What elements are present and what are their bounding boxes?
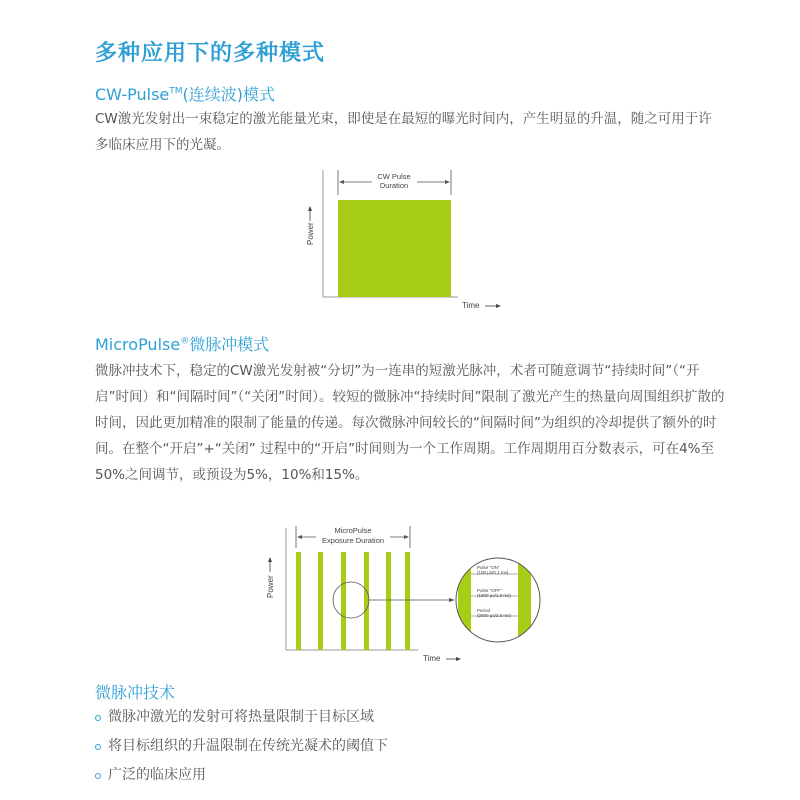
mp-pulse-bar [405, 552, 410, 650]
tech-bullet-list [95, 703, 388, 790]
mp-zoom-pulse-right [518, 560, 531, 650]
micropulse-paragraph: 微脉冲技术下，稳定的CW激光发射被“分切”为一连串的短激光脉冲，术者可随意调节“持续时间”（“开启”时间）和“间隔时间”（“关闭”时间）。较短的微脉冲“持续时间”限制了激光产生的热量向周围组织扩散的时间，因此更加精准的限制了能量的传递。每次微脉冲间较长的“间隔时间”为组织的冷却提供了额外的时间。在整个“开启”+“关闭” 过程中的“开启”时间则为一个工作周期。工作周期用百分数表示，可在4%至50%之间调节，或预设为5%，10%和15%。 [95, 363, 725, 483]
mp-magnify-circle [333, 582, 369, 618]
mp-zoom-period-label-2: (2000 μs/2.0 ms) [477, 613, 511, 618]
mp-pulse-bar [341, 552, 346, 650]
list-item [95, 732, 388, 761]
tech-heading: 微脉冲技术 [95, 683, 176, 702]
micropulse-diagram [258, 520, 553, 670]
micropulse-heading [95, 332, 269, 355]
cw-x-axis-label: Time [462, 301, 480, 310]
cw-duration-label-2: Duration [379, 181, 409, 190]
mp-pulse-bars [296, 552, 410, 650]
mp-zoom-off-label-2: (1900 μs/1.9 ms) [477, 593, 511, 598]
page-title: 多种应用下的多种模式 [95, 41, 326, 66]
cw-heading-main: CW-Pulse [95, 85, 170, 104]
mp-zoom-on-label-1: Pulse "ON" [477, 565, 500, 570]
cw-duration-label-1: CW Pulse [377, 172, 411, 181]
cw-y-axis-label: Power [306, 222, 315, 245]
list-item [95, 703, 388, 732]
cw-pulse-bar [338, 200, 451, 297]
cw-paragraph: CW激光发射出一束稳定的激光能量光束，即使是在最短的曝光时间内，产生明显的升温，随之可用于许多临床应用下的光凝。 [95, 111, 712, 153]
mp-y-axis-label: Power [266, 575, 275, 598]
bullet-text: 微脉冲激光的发射可将热量限制于目标区域 [108, 709, 374, 725]
cw-heading-rest: (连续波)模式 [182, 85, 276, 104]
micropulse-heading-main: MicroPulse [95, 335, 181, 354]
bullet-circle-icon [95, 744, 101, 750]
cw-heading-tm: TM [169, 86, 183, 97]
bullet-circle-icon [95, 773, 101, 779]
bullet-circle-icon [95, 715, 101, 721]
mp-zoom-on-label-2: (100 μs/0.1 ms) [477, 570, 509, 575]
micropulse-heading-rest: 微脉冲模式 [189, 335, 270, 354]
micropulse-heading-reg: ® [180, 336, 190, 347]
mp-zoom-period-label-1: Period [477, 608, 491, 613]
mp-zoom-pulse-left [458, 560, 471, 650]
mp-pulse-bar [386, 552, 391, 650]
mp-pulse-bar [296, 552, 301, 650]
cw-pulse-diagram [290, 165, 520, 315]
bullet-text: 广泛的临床应用 [108, 767, 206, 783]
mp-pulse-bar [364, 552, 369, 650]
cw-heading [95, 82, 275, 105]
mp-exposure-label-2: Exposure Duration [321, 536, 385, 545]
mp-x-axis-label: Time [423, 654, 441, 663]
mp-pulse-bar [318, 552, 323, 650]
mp-exposure-label-1: MicroPulse [334, 526, 372, 535]
bullet-text: 将目标组织的升温限制在传统光凝术的阈值下 [108, 738, 388, 754]
list-item [95, 761, 388, 790]
mp-zoom-off-label-1: Pulse "OFF" [477, 588, 502, 593]
